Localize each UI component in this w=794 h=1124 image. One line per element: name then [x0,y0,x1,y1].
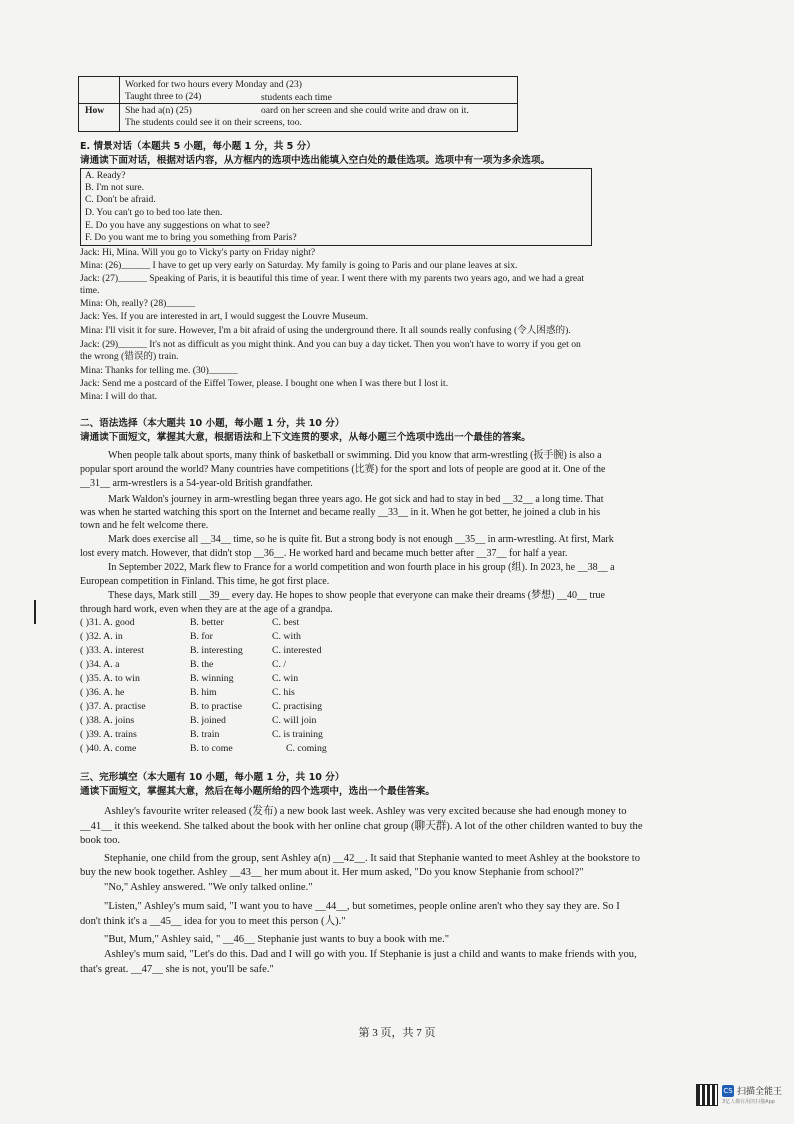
cloze-line: Ashley's favourite writer released (发布) a new book last week. Ashley was very excited because she had enough money to [104,806,627,817]
cloze-line: "Listen," Ashley's mum said, "I want you to have __44__, but sometimes, people online aren't who they say they are. So I [104,901,620,912]
table-row-header: How [85,105,105,116]
choice-option: B. winning [190,673,234,684]
choice-row [80,742,380,755]
passage-line: lost every match. However, that didn't stop __36__. He worked hard and became much better after __37__ for half a year. [80,548,568,559]
cloze-line: Ashley's mum said, "Let's do this. Dad and I will go with you. If Stephanie is just a child and wants to make friends with you, [104,949,637,960]
choice-option: C. coming [286,743,327,754]
passage-line: In September 2022, Mark flew to France for a world competition and won fourth place in his group (组). In 2023, he __38__ a [108,562,615,573]
dialogue-line: Jack: (29)______ It's not as difficult as you might think. And you can buy a day ticket. Then you won't have to worry if you get on [80,339,581,350]
qr-code-icon [696,1084,718,1106]
choice-option: B. to come [190,743,233,754]
choice-option: ( )38. A. joins [80,715,135,726]
passage-line: town and he felt welcome there. [80,520,209,531]
passage-line: popular sport around the world? Many countries have competitions (比赛) for the sport and lots of people are good at it. One of the [80,464,606,475]
passage-line: Mark Waldon's journey in arm-wrestling began three years ago. He got sick and had to stay in bed __32__ a long time. That [108,494,604,505]
choice-option: C. interested [272,645,322,656]
passage-line: Mark does exercise all __34__ time, so he is quite fit. But a strong body is not enough __35__ in arm-wrestling. At first, Mark [108,534,614,545]
choice-option: B. better [190,617,224,628]
grammar-section-instructions: 请通读下面短文，掌握其大意，根据语法和上下文连贯的要求，从每小题三个选项中选出一个最佳的答案。 [80,432,531,443]
choice-option: C. will join [272,715,317,726]
cloze-line: don't think it's a __45__ idea for you to meet this person (人)." [80,916,346,927]
scanner-logo-icon: CS [723,1087,733,1095]
choice-option: ( )39. A. trains [80,729,137,740]
cloze-line: Stephanie, one child from the group, sent Ashley a(n) __42__. It said that Stephanie wanted to meet Ashley at the bookstore to [104,853,641,864]
choice-option: B. for [190,631,213,642]
dialogue-line: Mina: I will do that. [80,391,158,402]
dialogue-line: Jack: (27)______ Speaking of Paris, it is beautiful this time of year. I went there with my parents two years ago, and we had a great [80,273,585,284]
table-cell: students each time [261,92,332,103]
choice-option: ( )33. A. interest [80,645,144,656]
grammar-section-title: 二、语法选择（本大题共 10 小题，每小题 1 分，共 10 分） [80,418,345,429]
choice-row [80,728,380,741]
passage-line: through hard work, even when they are at the age of a grandpa. [80,604,333,615]
table-cell: Taught three to (24) [125,91,202,102]
option-a: A. Ready? [85,170,126,181]
options-box [80,168,592,246]
cloze-section-title: 三、完形填空（本大题有 10 小题，每小题 1 分，共 10 分） [80,772,345,783]
cloze-line: book too. [80,835,121,846]
choice-row [80,686,380,699]
choice-option: C. best [272,617,300,628]
page-number: 第 3 页，共 7 页 [358,1027,436,1039]
dialogue-line: Mina: I'll visit it for sure. However, I'm a bit afraid of using the underground there. It all sounds really confusing (令人困惑的). [80,325,571,336]
choice-row [80,672,380,685]
choice-row [80,714,380,727]
cloze-line: "But, Mum," Ashley said, " __46__ Stephanie just wants to buy a book with me." [104,934,450,945]
dialogue-line: Jack: Yes. If you are interested in art, I would suggest the Louvre Museum. [80,311,369,322]
dialogue-line: the wrong (错误的) train. [80,351,179,362]
cloze-line: buy the new book together. Ashley __43__ her mum about it. Her mum asked, "Do you know Stephanie from school?" [80,867,584,878]
choice-option: B. to practise [190,701,242,712]
choice-option: ( )31. A. good [80,617,135,628]
cloze-section-instructions: 通读下面短文，掌握其大意，然后在每小题所给的四个选项中，选出一个最佳答案。 [80,786,435,797]
passage-line: European competition in Finland. This time, he got first place. [80,576,330,587]
option-b: B. I'm not sure. [85,182,145,193]
choice-option: C. his [272,687,295,698]
info-table [78,76,518,132]
choice-option: C. with [272,631,301,642]
dialogue-line: time. [80,285,100,296]
choice-row [80,700,380,713]
dialogue-line: Mina: Oh, really? (28)______ [80,298,196,309]
choice-option: ( )35. A. to win [80,673,140,684]
choice-row [80,644,380,657]
choice-row [80,630,380,643]
choice-option: C. practising [272,701,323,712]
section-e-title: E. 情景对话（本题共 5 小题，每小题 1 分，共 5 分） [80,141,316,152]
option-d: D. You can't go to bed too late then. [85,207,223,218]
choice-option: B. train [190,729,220,740]
option-c: C. Don't be afraid. [85,194,156,205]
dialogue-line: Jack: Hi, Mina. Will you go to Vicky's party on Friday night? [80,247,316,258]
cloze-line: __41__ it this weekend. She talked about the book with her online chat group (聊天群). A lot of the other children wanted to buy the [80,821,643,832]
table-cell: The students could see it on their screens, too. [125,117,302,128]
choice-row [80,658,380,671]
cloze-line: "No," Ashley answered. "We only talked online." [104,882,313,893]
table-cell: She had a(n) (25) [125,105,192,116]
passage-line: When people talk about sports, many think of basketball or swimming. Did you know that arm-wrestling (扳手腕) is also a [108,450,602,461]
passage-line: was when he started watching this sport on the Internet and became really __33__ in it. When he got better, he joined a club in his [80,507,601,518]
choice-option: ( )37. A. practise [80,701,146,712]
scanner-watermark: 扫描全能王 [737,1087,783,1097]
table-cell: oard on her screen and she could write and draw on it. [261,105,469,116]
option-f: F. Do you want me to bring you something from Paris? [85,232,297,243]
option-e: E. Do you have any suggestions on what to see? [85,220,270,231]
choice-row [80,616,380,629]
choice-option: B. the [190,659,214,670]
scanner-watermark-sub: 3亿人都在用的扫描App [722,1099,775,1105]
dialogue-line: Mina: (26)______ I have to get up very early on Saturday. My family is going to Paris and our plane leaves at six. [80,260,518,271]
table-cell: Worked for two hours every Monday and (23) [125,79,302,90]
dialogue-line: Jack: Send me a postcard of the Eiffel Tower, please. I bought one when I was there but I lost it. [80,378,449,389]
choice-option: C. is training [272,729,323,740]
choice-option: B. joined [190,715,226,726]
passage-line: These days, Mark still __39__ every day. He hopes to show people that everyone can make their dreams (梦想) __40__ true [108,590,605,601]
cloze-line: that's great. __47__ she is not, you'll be safe." [80,964,274,975]
choice-option: C. / [272,659,287,670]
choice-option: B. interesting [190,645,243,656]
passage-line: __31__ arm-wrestlers is a 54-year-old British grandfather. [80,478,313,489]
margin-mark [34,600,36,624]
choice-option: B. him [190,687,217,698]
choice-option: ( )32. A. in [80,631,123,642]
section-e-instructions: 请通读下面对话，根据对话内容，从方框内的选项中选出能填入空白处的最佳选项。选项中有一项为多余选项。 [80,155,551,166]
choice-option: ( )40. A. come [80,743,137,754]
choice-option: C. win [272,673,299,684]
dialogue-line: Mina: Thanks for telling me. (30)______ [80,365,238,376]
choice-option: ( )36. A. he [80,687,125,698]
choice-option: ( )34. A. a [80,659,120,670]
